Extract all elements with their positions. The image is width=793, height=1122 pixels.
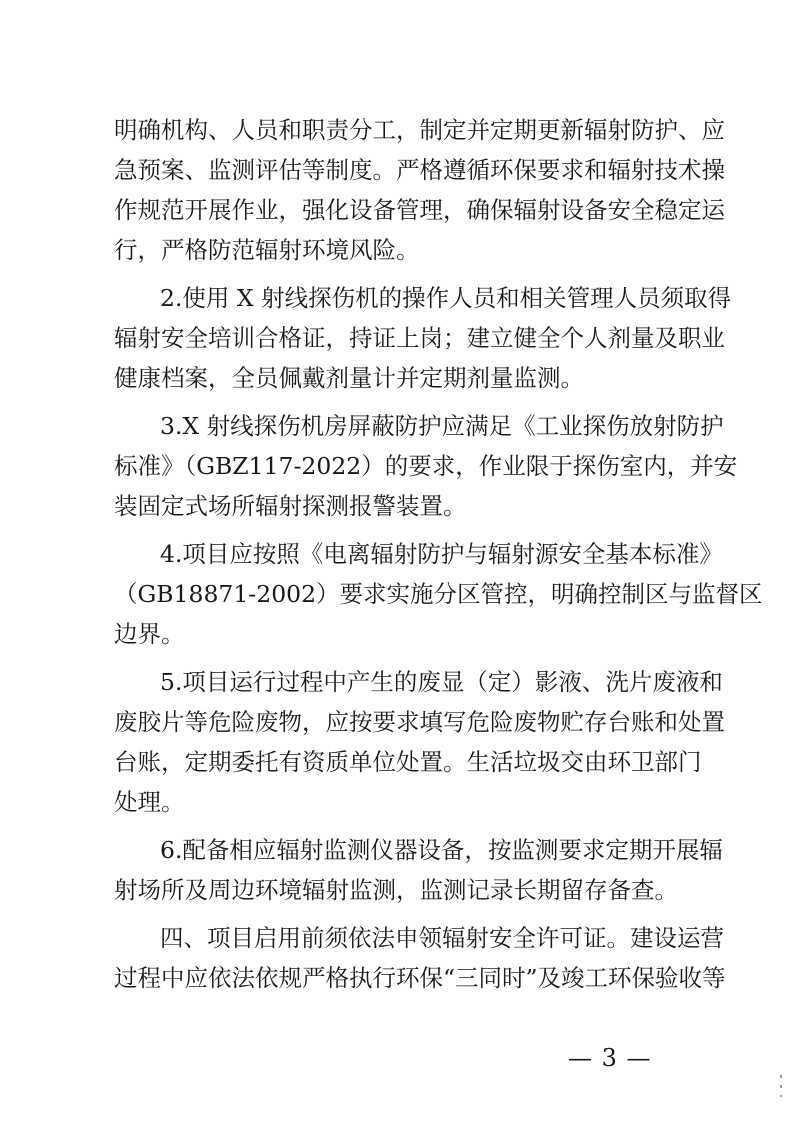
scan-mark	[780, 1075, 782, 1078]
scan-mark	[780, 1095, 782, 1097]
paragraph-5-line-2: 废胶片等危险废物，应按要求填写危险废物贮存台账和处置	[114, 708, 725, 736]
paragraph-3-line-1: 3.X 射线探伤机房屏蔽防护应满足《工业探伤放射防护	[160, 412, 724, 440]
paragraph-2-line-2: 辐射安全培训合格证，持证上岗；建立健全个人剂量及职业	[114, 324, 725, 352]
paragraph-5-line-1: 5.项目运行过程中产生的废显（定）影液、洗片废液和	[160, 668, 723, 696]
paragraph-7-line-1: 四、项目启用前须依法申领辐射安全许可证。建设运营	[160, 924, 724, 952]
paragraph-5-line-4: 处理。	[114, 788, 185, 816]
paragraph-2-line-3: 健康档案，全员佩戴剂量计并定期剂量监测。	[114, 364, 584, 392]
paragraph-1-line-3: 作规范开展作业，强化设备管理，确保辐射设备安全稳定运	[114, 196, 725, 224]
page-number: — 3 —	[568, 1044, 652, 1072]
paragraph-4-line-3: 边界。	[114, 620, 185, 648]
paragraph-3-line-3: 装固定式场所辐射探测报警装置。	[114, 492, 467, 520]
paragraph-4-line-2: （GB18871-2002）要求实施分区管控，明确控制区与监督区	[114, 580, 763, 608]
paragraph-1-line-2: 急预案、监测评估等制度。严格遵循环保要求和辐射技术操	[114, 156, 725, 184]
scan-mark	[780, 1085, 782, 1088]
paragraph-3-line-2: 标准》（GBZ117-2022）的要求，作业限于探伤室内，并安	[114, 452, 738, 480]
paragraph-1-line-1: 明确机构、人员和职责分工，制定并定期更新辐射防护、应	[114, 116, 725, 144]
paragraph-5-line-3: 台账，定期委托有资质单位处置。生活垃圾交由环卫部门	[114, 748, 702, 776]
paragraph-2-line-1: 2.使用 X 射线探伤机的操作人员和相关管理人员须取得	[160, 284, 732, 312]
paragraph-1-line-4: 行，严格防范辐射环境风险。	[114, 236, 420, 264]
paragraph-7-line-2: 过程中应依法依规严格执行环保“三同时”及竣工环保验收等	[114, 964, 726, 992]
paragraph-6-line-1: 6.配备相应辐射监测仪器设备，按监测要求定期开展辐	[160, 836, 723, 864]
paragraph-6-line-2: 射场所及周边环境辐射监测，监测记录长期留存备查。	[114, 876, 678, 904]
paragraph-4-line-1: 4.项目应按照《电离辐射防护与辐射源安全基本标准》	[160, 540, 723, 568]
